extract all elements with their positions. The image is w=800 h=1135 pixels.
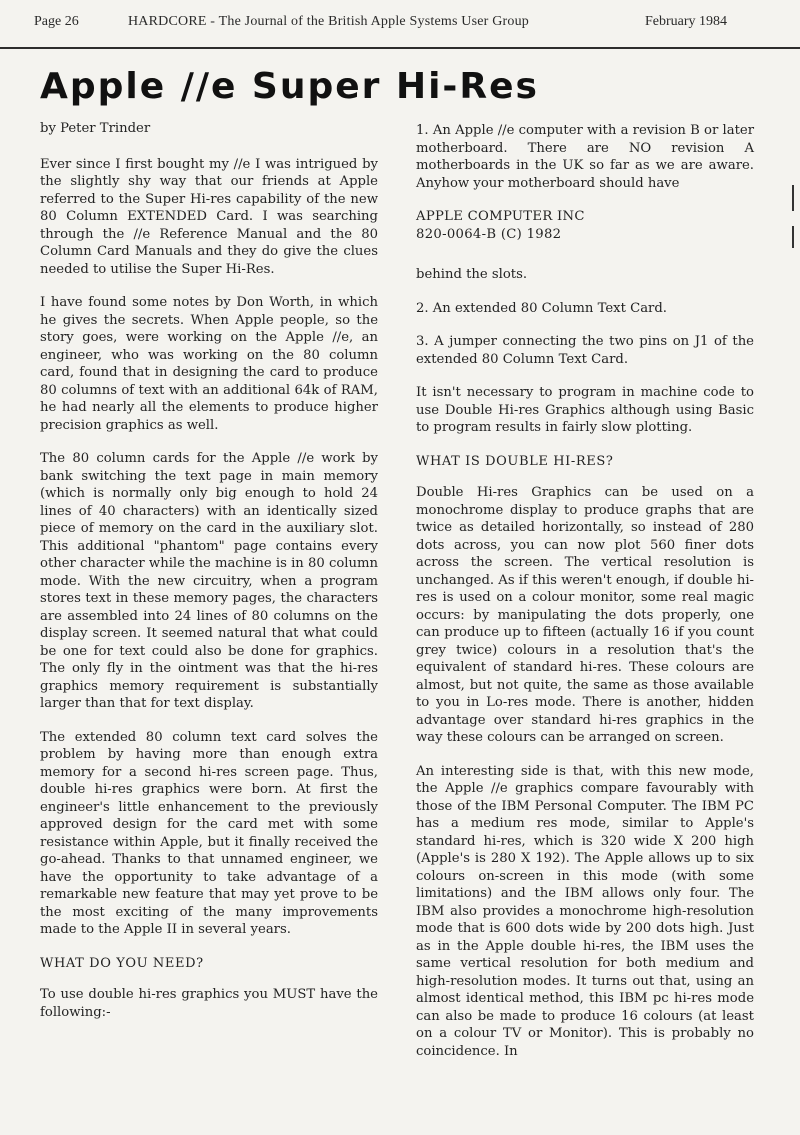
byline: by Peter Trinder [40, 121, 151, 136]
paragraph: behind the slots. [416, 267, 528, 282]
paragraph: Ever since I first bought my //e I was intrigued by the slightly shy way that our friends at Apple referred to the Super Hi-res capability of the new 80 Column EXTENDED Card. I was searching through the //e Reference Manual and the 80 Column Card Manuals and they do give the clues needed to utilise the Super Hi-Res. [40, 156, 378, 277]
paragraph: The extended 80 column text card solves the problem by having more than enough extra memory for a second hi-res screen page. Thus, double hi-res graphics were born. At first the engineer's little enhancement to the previously approved design for the card met with some resistance within Apple, but it finally received the go-ahead. Thanks to that unnamed engineer, we have the opportunity to take advantage of a remarkable new feature that may yet prove to be the most exciting of the many improvements made to the Apple II in several years. [40, 729, 378, 937]
board-marking [416, 208, 754, 244]
page-number: Page 26 [34, 14, 79, 29]
section-heading: WHAT DO YOU NEED? [40, 955, 204, 971]
scan-mark [792, 226, 794, 248]
paragraph: The 80 column cards for the Apple //e work by bank switching the text page in main memory (which is normally only big enough to hold 24 lines of 40 characters) with an identically sized piece of memory on the card in the auxiliary slot. This additional "phantom" page contains every other character while the machine is in 80 column mode. With the new circuitry, when a program stores text in these memory pages, the characters are assembled into 24 lines of 80 columns on the display screen. It seemed natural that what could be one for text could also be done for graphics. The only fly in the ointment was that the hi-res graphics memory requirement is substantially larger than that for text display. [40, 451, 378, 711]
issue-date: February 1984 [645, 14, 728, 29]
board-marking-line: 820-0064-B (C) 1982 [416, 227, 562, 242]
paragraph: 1. An Apple //e computer with a revision B or later motherboard. There are NO revision A motherboards in the UK so far as we are aware. Anyhow your motherboard should have [416, 123, 754, 191]
paragraph: An interesting side is that, with this new mode, the Apple //e graphics compare favourably with those of the IBM Personal Computer. The IBM PC has a medium res mode, similar to Apple's standard hi-res, which is 320 wide X 200 high (Apple's is 280 X 192). The Apple allows up to six colours on-screen in this mode (with some limitations) and the IBM allows only four. The IBM also provides a monochrome high-resolution mode that is 600 dots wide by 200 dots high. Just as in the Apple double hi-res, the IBM uses the same vertical resolution for both medium and high-resolution modes. It turns out that, using an almost identical method, this IBM pc hi-res mode can also be made to produce 16 colours (at least on a colour TV or Monitor). This is probably no coincidence. In [416, 763, 754, 1059]
paragraph: Double Hi-res Graphics can be used on a monochrome display to produce graphs that are twice as detailed horizontally, so instead of 280 dots across, you can now plot 560 finer dots across the screen. The vertical resolution is unchanged. As if this weren't enough, if double hi-res is used on a colour monitor, some real magic occurs: by manipulating the dots properly, one can produce up to fifteen (actually 16 if you count grey twice) colours in a resolution that's the equivalent of standard hi-res. These colours are almost, but not quite, the same as those available to you in Lo-res mode. There is another, hidden advantage over standard hi-res graphics in the way these colours can be arranged on screen. [416, 485, 754, 745]
paragraph: 3. A jumper connecting the two pins on J1 of the extended 80 Column Text Card. [416, 334, 754, 367]
paragraph: I have found some notes by Don Worth, in which he gives the secrets. When Apple people, so the story goes, were working on the Apple //e, an engineer, who was working on the 80 column card, found that in designing the card to produce 80 columns of text with an additional 64k of RAM, he had nearly all the elements to produce higher precision graphics as well. [40, 295, 378, 433]
paragraph: To use double hi-res graphics you MUST have the following:- [40, 987, 378, 1020]
right-column [416, 122, 754, 1076]
paragraph: 2. An extended 80 Column Text Card. [416, 300, 667, 316]
header-rule [0, 47, 800, 49]
board-marking-line: APPLE COMPUTER INC [416, 209, 585, 224]
article-title: Apple //e Super Hi-Res [40, 66, 539, 107]
paragraph: It isn't necessary to program in machine code to use Double Hi-res Graphics although using Basic to program results in fairly slow plotting. [416, 385, 754, 435]
journal-name: HARDCORE - The Journal of the British Apple Systems User Group [128, 14, 530, 29]
left-column [40, 120, 378, 1037]
section-heading: WHAT IS DOUBLE HI-RES? [416, 453, 614, 469]
page-header [0, 0, 800, 50]
scan-mark [792, 185, 794, 211]
